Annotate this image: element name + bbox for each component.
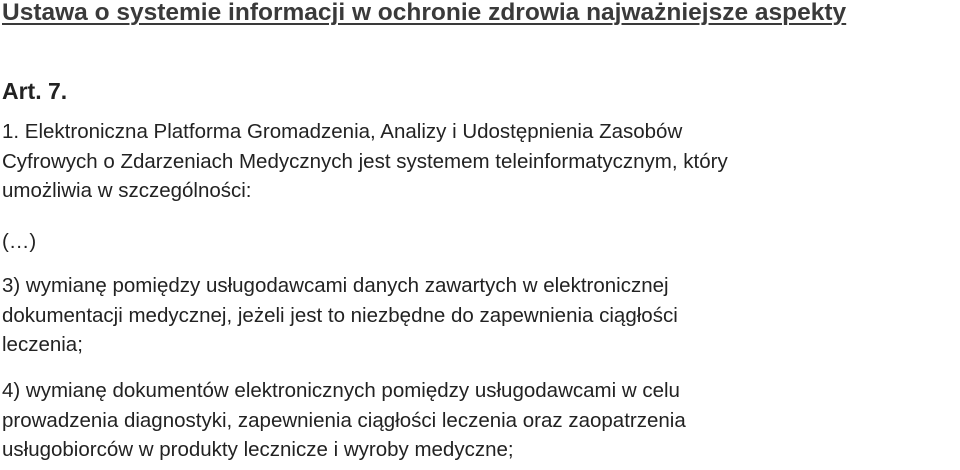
paragraph-line: 1. Elektroniczna Platforma Gromadzenia, Analizy i Udostępnienia Zasobów	[2, 120, 683, 143]
paragraph-line: Cyfrowych o Zdarzeniach Medycznych jest systemem teleinformatycznym, który	[2, 149, 728, 173]
paragraph-line: umożliwia w szczególności:	[2, 179, 252, 202]
paragraph-line: leczenia;	[2, 333, 83, 356]
paragraph-3	[2, 271, 678, 360]
ellipsis-paragraph	[2, 227, 36, 257]
paragraph-line: 4) wymianę dokumentów elektronicznych pomiędzy usługodawcami w celu	[2, 379, 680, 402]
paragraph-line: dokumentacji medycznej, jeżeli jest to niezbędne do zapewnienia ciągłości	[2, 303, 678, 327]
paragraph-4	[2, 376, 686, 465]
paragraph-line: usługobiorców w produkty lecznicze i wyroby medyczne;	[2, 438, 514, 461]
slide-title: Ustawa o systemie informacji w ochronie zdrowia najważniejsze aspekty	[2, 0, 847, 26]
paragraph-line: prowadzenia diagnostyki, zapewnienia ciągłości leczenia oraz zaopatrzenia	[2, 408, 686, 432]
paragraph-1	[2, 117, 728, 206]
paragraph-line: (…)	[2, 230, 37, 253]
article-number: Art. 7.	[2, 78, 68, 104]
paragraph-line: 3) wymianę pomiędzy usługodawcami danych zawartych w elektronicznej	[2, 274, 669, 297]
